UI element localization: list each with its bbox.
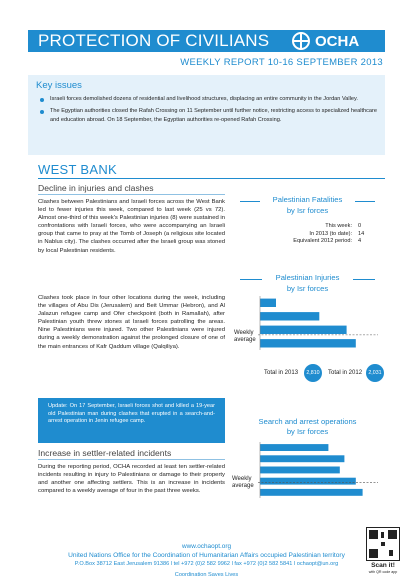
chart-bar (260, 489, 363, 496)
injuries-subtitle: by Isr forces (286, 284, 329, 293)
fatalities-label: This week: (325, 223, 352, 229)
chart-bar (260, 299, 276, 307)
key-issue-item (36, 95, 377, 104)
decline-paragraph-2: Clashes took place in four other locations during the week, including the villages of Abu Dis (Jerusalem) and Beit Ummar (Hebron), and Al Jalazun refugee camp and Ofer checkpoint (both in Ramallah), after Palestinian youth threw stones at Israeli forces patrolling the areas. Nine Palestinians were injured. Two other Palestinians were injured during a weekly demonstration against the prolonged closure of one of the main entrances of Kafr Qaddum village (Qalqiliya). (38, 295, 225, 350)
search-title: Search and arrest operations (258, 417, 357, 426)
un-globe-icon (292, 32, 310, 50)
report-title: PROTECTION OF CIVILIANS (38, 31, 270, 50)
fatalities-row (262, 223, 372, 231)
fatalities-label: In 2013 (to date): (309, 230, 352, 237)
panel-rule-left (240, 279, 262, 280)
report-header (0, 0, 413, 56)
panel-rule-right (353, 279, 375, 280)
injuries-weekly-label: Weekly average (234, 330, 256, 343)
chart-bar (260, 444, 328, 451)
panel-rule-left (240, 201, 260, 202)
search-weekly-label: Weekly average (232, 476, 254, 489)
section-title-west-bank: WEST BANK (38, 162, 118, 177)
fatalities-row (262, 238, 372, 246)
chart-bar (260, 478, 356, 485)
heading-rule (38, 459, 225, 460)
search-bar-chart (258, 442, 378, 498)
fatalities-value: 4 (358, 238, 362, 244)
ocha-logo (292, 31, 359, 51)
key-issues-title: Key issues (36, 80, 82, 91)
injuries-total-2012-badge: 2,031 (366, 364, 384, 382)
fatalities-row (262, 231, 372, 239)
section-divider (38, 178, 385, 179)
heading-rule (38, 194, 225, 195)
qr-code-icon[interactable] (366, 527, 400, 561)
key-issue-item (36, 107, 377, 125)
search-subtitle: by Isr forces (286, 427, 329, 436)
footer-url[interactable]: www.ochaopt.org (181, 543, 232, 550)
key-issue-text: The Egyptian authorities closed the Rafah Crossing on 11 September until further notice, restricting access to specialized healthcare and education abroad. On 18 September, the Egyptian authorities re-opened Rafah Crossing. (50, 108, 377, 123)
report-subtitle: WEEKLY REPORT 10-16 SEPTEMBER 2013 (180, 57, 383, 68)
footer-slogan: Coordination Saves Lives (174, 572, 239, 578)
qr-caption: Scan it! (371, 562, 395, 569)
chart-bar (260, 467, 340, 474)
settler-paragraph: During the reporting period, OCHA recorded at least ten settler-related incidents resulting in injury to Palestinians or damage to their property and another one affecting settlers. This is an increase in incidents compared to a weekly average of four in the past three weeks. (38, 464, 225, 495)
fatalities-value: 0 (358, 223, 362, 229)
qr-caption-sub: with QR code app (368, 570, 398, 574)
footer-address: P.O.Box 38712 East Jerusalem 91386 l tel +972 (0)2 582 9962 l fax +972 (0)2 582 5841 l ochaopt@un.org (74, 561, 339, 567)
fatalities-table (262, 223, 372, 246)
chart-bar (260, 455, 344, 462)
bullet-icon (40, 110, 44, 114)
footer-org: United Nations Office for the Coordination of Humanitarian Affairs occupied Palestinian territory (68, 552, 345, 559)
logo-text: OCHA (315, 32, 360, 50)
chart-bar (260, 339, 356, 347)
injuries-bar-chart (258, 296, 378, 350)
fatalities-value: 14 (358, 230, 365, 237)
settler-heading: Increase in settler-related incidents (38, 448, 172, 458)
chart-bar (260, 312, 319, 320)
injuries-title: Palestinian Injuries (275, 273, 340, 282)
chart-bar (260, 326, 347, 334)
fatalities-title: Palestinian Fatalities (272, 195, 343, 204)
decline-paragraph-1: Clashes between Palestinians and Israeli forces across the West Bank led to fewer injuries this week, compared to last week (25 vs 72). Almost one-third of this week's Palestinian injuries (8) were sustained in confrontations with Israeli forces, who were accompanying an Israeli group that came to pray at the Tomb of Joseph (a religious site located in Nablus city). The clashes occurred after the Israeli group was stoned by local Palestinian residents. (38, 199, 225, 254)
bullet-icon (40, 98, 44, 102)
injuries-total-2013-badge: 2,810 (304, 364, 322, 382)
injuries-total-2012-label: Total in 2012 (328, 370, 363, 376)
panel-rule-right (355, 201, 375, 202)
key-issues-box (28, 75, 385, 155)
decline-heading: Decline in injuries and clashes (38, 183, 154, 193)
injuries-total-2013-label: Total in 2013 (264, 370, 299, 376)
update-box: Update: On 17 September, Israeli forces shot and killed a 19-year old Palestinian man during clashes that erupted in a search-and-arrest operation in Jenin refugee camp. (38, 398, 225, 443)
fatalities-label: Equivalent 2012 period: (293, 238, 352, 244)
fatalities-subtitle: by Isr forces (286, 206, 329, 215)
key-issue-text: Israeli forces demolished dozens of residential and livelihood structures, displacing an entire community in the Jordan Valley. (50, 96, 358, 102)
